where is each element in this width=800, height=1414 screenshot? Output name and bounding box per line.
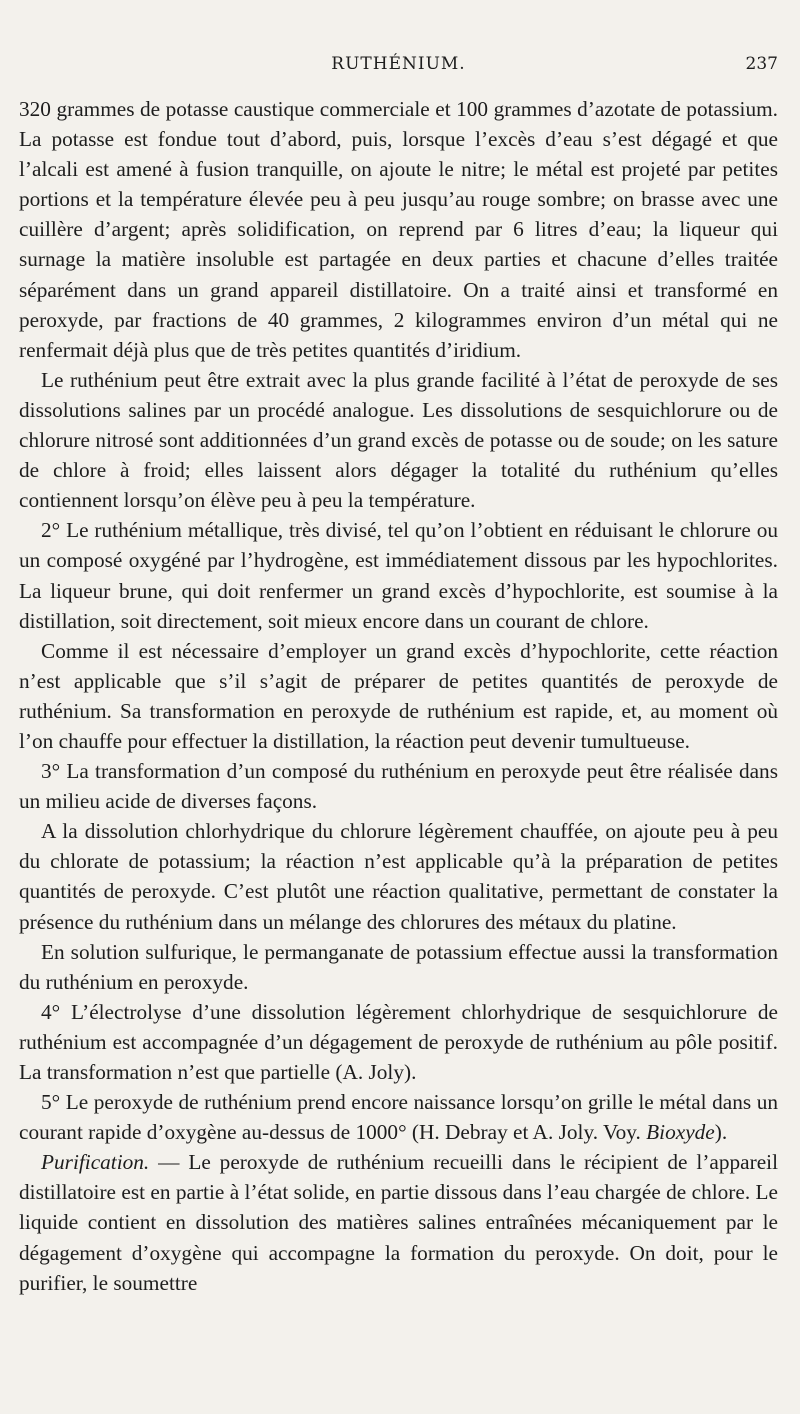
paragraph [19, 756, 778, 816]
paragraph-text: 320 grammes de potasse caustique commerciale et 100 grammes d’azotate de potassium. La potasse est fondue tout d’abord, puis, lorsque l’excès d’eau s’est dégagé et que l’alcali est amené à fusion tranquille, on ajoute le nitre; le métal est projeté par petites portions et la température élevée peu à peu jusqu’au rouge sombre; on brasse avec une cuillère d’argent; après solidification, on reprend par 6 litres d’eau; la liqueur qui surnage la matière insoluble est partagée en deux parties et chacune d’elles traitée séparément dans un grand appareil distillatoire. On a traité ainsi et transformé en peroxyde, par fractions de 40 grammes, 2 kilogrammes environ d’un métal qui ne renfermait déjà plus que de très petites quantités d’iridium. [19, 97, 778, 362]
page-number: 237 [745, 54, 778, 74]
paragraph [19, 636, 778, 756]
paragraph [19, 1087, 778, 1147]
running-head [19, 54, 778, 80]
body-text [19, 94, 778, 1298]
paragraph [19, 816, 778, 936]
paragraph-text: 5° Le peroxyde de ruthénium prend encore naissance lorsqu’on grille le métal dans un courant rapide d’oxygène au-dessus de 1000° (H. Debray et A. Joly. Voy. [19, 1090, 778, 1145]
paragraph-text: Comme il est nécessaire d’employer un grand excès d’hypochlorite, cette réaction n’est applicable que s’il s’agit de préparer de petites quantités de peroxyde de ruthénium. Sa transformation en peroxyde de ruthénium est rapide, et, au moment où l’on chauffe pour effectuer la distillation, la réaction peut devenir tumultueuse. [19, 638, 778, 753]
paragraph [19, 937, 778, 997]
paragraph [19, 365, 778, 515]
paragraph-text: 3° La transformation d’un composé du ruthénium en peroxyde peut être réalisée dans un milieu acide de diverses façons. [19, 759, 778, 814]
paragraph [19, 1147, 778, 1297]
paragraph-text: A la dissolution chlorhydrique du chlorure légèrement chauffée, on ajoute peu à peu du chlorate de potassium; la réaction n’est applicable qu’à la préparation de petites quantités de peroxyde. C’est plutôt une réaction qualitative, permettant de constater la présence du ruthénium dans un mélange des chlorures des métaux du platine. [19, 819, 778, 934]
paragraph-text: 4° L’électrolyse d’une dissolution légèrement chlorhydrique de sesquichlorure de ruthénium est accompagnée d’un dégagement de peroxyde de ruthénium au pôle positif. La transformation n’est que partielle (A. Joly). [19, 999, 778, 1084]
paragraph-text: — Le peroxyde de ruthénium recueilli dans le récipient de l’appareil distillatoire est en partie à l’état solide, en partie dissous dans l’eau chargée de chlore. Le liquide contient en dissolution des matières salines entraînées mécaniquement par le dégagement d’oxygène qui accompagne la formation du peroxyde. On doit, pour le purifier, le soumettre [19, 1150, 778, 1295]
paragraph-text: ). [714, 1120, 728, 1145]
paragraph [19, 515, 778, 635]
paragraph [19, 94, 778, 365]
running-title: RUTHÉNIUM. [331, 54, 466, 74]
paragraph-text: Le ruthénium peut être extrait avec la plus grande facilité à l’état de peroxyde de ses dissolutions salines par un procédé analogue. Les dissolutions de sesquichlorure ou de chlorure nitrosé sont additionnées d’un grand excès de potasse ou de soude; on les sature de chlore à froid; elles laissent alors dégager la totalité du ruthénium qu’elles contiennent lorsqu’on élève peu à peu la température. [19, 367, 778, 513]
paragraph-text: 2° Le ruthénium métallique, très divisé, tel qu’on l’obtient en réduisant le chlorure ou un composé oxygéné par l’hydrogène, est immédiatement dissous par les hypochlorites. La liqueur brune, qui doit renfermer un grand excès d’hypochlorite, est soumise à la distillation, soit directement, soit mieux encore dans un courant de chlore. [19, 518, 778, 633]
paragraph-text: En solution sulfurique, le permanganate de potassium effectue aussi la transformation du ruthénium en peroxyde. [19, 939, 778, 994]
cross-reference: Bioxyde [646, 1120, 715, 1145]
paragraph [19, 997, 778, 1087]
section-heading: Purification. [41, 1150, 150, 1175]
